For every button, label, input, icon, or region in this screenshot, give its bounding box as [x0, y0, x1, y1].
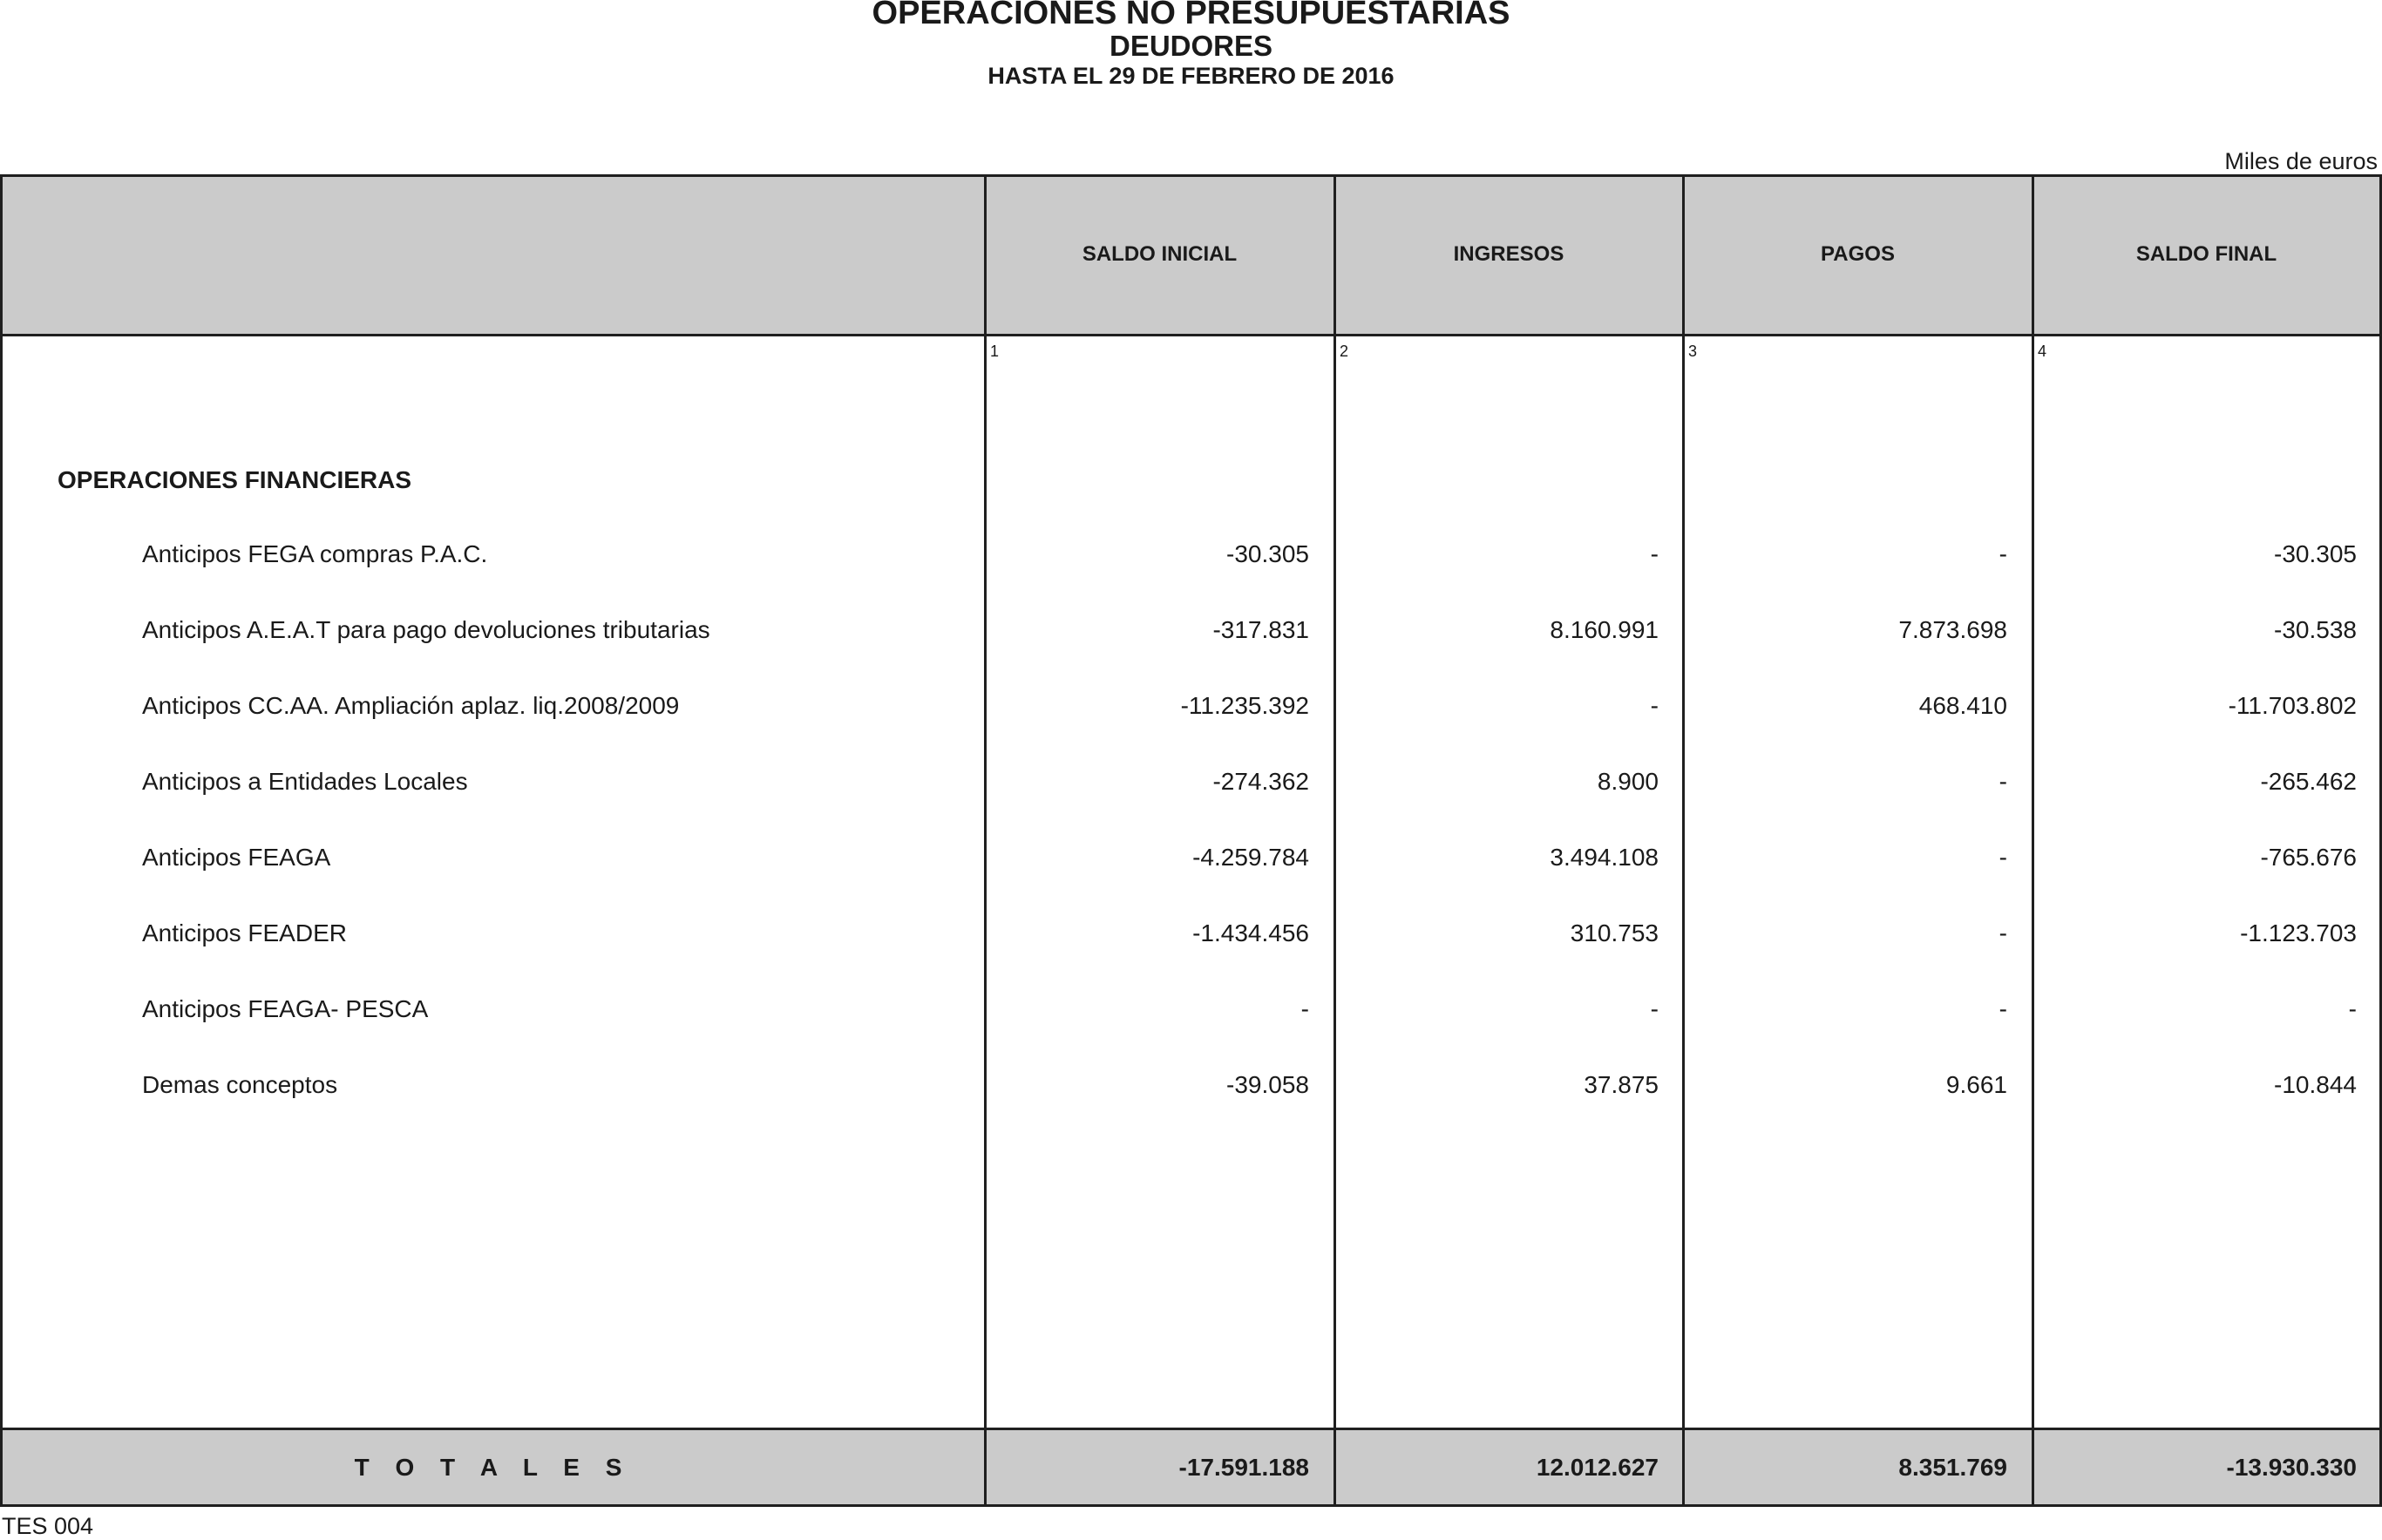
total-saldo-inicial: -17.591.188	[1178, 1453, 1309, 1481]
form-code: TES 004	[2, 1513, 94, 1539]
cell-saldo-final: -765.676	[2260, 844, 2357, 871]
cell-saldo-final: -30.538	[2274, 616, 2357, 643]
column-number: 1	[990, 343, 1000, 360]
total-ingresos: 12.012.627	[1536, 1453, 1659, 1481]
cell-saldo-inicial: -30.305	[1226, 540, 1309, 567]
column-header-saldo-inicial: SALDO INICIAL	[1082, 241, 1238, 266]
row-label: Anticipos FEAGA- PESCA	[142, 995, 429, 1022]
column-divider	[1682, 174, 1685, 1506]
cell-ingresos: -	[1650, 692, 1659, 719]
header-divider	[0, 334, 2382, 336]
cell-saldo-inicial: -11.235.392	[1180, 692, 1309, 719]
cell-pagos: -	[1999, 919, 2007, 946]
row-label: Anticipos CC.AA. Ampliación aplaz. liq.2008/2009	[142, 692, 680, 719]
cell-ingresos: -	[1650, 995, 1659, 1022]
cell-pagos: 468.410	[1918, 692, 2007, 719]
cell-saldo-final: -265.462	[2260, 768, 2357, 795]
row-label: Anticipos FEGA compras P.A.C.	[142, 540, 488, 567]
report-period: HASTA EL 29 DE FEBRERO DE 2016	[987, 63, 1395, 89]
cell-saldo-final: -	[2348, 995, 2357, 1022]
total-pagos: 8.351.769	[1898, 1453, 2007, 1481]
operations-table	[0, 174, 2382, 1506]
cell-pagos: -	[1999, 768, 2007, 795]
row-label: Anticipos FEADER	[142, 919, 347, 946]
cell-saldo-inicial: -4.259.784	[1192, 844, 1309, 871]
cell-ingresos: 310.753	[1570, 919, 1659, 946]
cell-pagos: -	[1999, 540, 2007, 567]
report-title: OPERACIONES NO PRESUPUESTARIAS	[872, 0, 1510, 31]
units-label: Miles de euros	[2224, 148, 2378, 174]
cell-ingresos: 8.900	[1597, 768, 1659, 795]
column-number: 4	[2038, 343, 2047, 360]
section-title: OPERACIONES FINANCIERAS	[58, 466, 412, 493]
row-label: Anticipos A.E.A.T para pago devoluciones tributarias	[142, 616, 710, 643]
column-divider	[1334, 174, 1336, 1506]
cell-saldo-final: -1.123.703	[2240, 919, 2357, 946]
cell-saldo-final: -30.305	[2274, 540, 2357, 567]
cell-pagos: -	[1999, 995, 2007, 1022]
cell-saldo-inicial: -	[1300, 995, 1309, 1022]
cell-ingresos: 37.875	[1584, 1071, 1659, 1098]
column-header-ingresos: INGRESOS	[1453, 241, 1564, 266]
column-number: 2	[1340, 343, 1349, 360]
cell-saldo-inicial: -39.058	[1226, 1071, 1309, 1098]
totals-label: T O T A L E S	[354, 1453, 632, 1481]
column-header-pagos: PAGOS	[1821, 241, 1895, 266]
cell-saldo-final: -11.703.802	[2228, 692, 2357, 719]
column-divider	[984, 174, 987, 1506]
cell-ingresos: 8.160.991	[1550, 616, 1659, 643]
cell-pagos: -	[1999, 844, 2007, 871]
cell-saldo-inicial: -274.362	[1212, 768, 1309, 795]
cell-saldo-inicial: -1.434.456	[1192, 919, 1309, 946]
table-border-left	[0, 174, 3, 1506]
row-label: Anticipos FEAGA	[142, 844, 331, 871]
row-label: Demas conceptos	[142, 1071, 338, 1098]
report-subtitle: DEUDORES	[1109, 30, 1273, 62]
column-number: 3	[1688, 343, 1698, 360]
cell-saldo-final: -10.844	[2274, 1071, 2357, 1098]
column-divider	[2032, 174, 2034, 1506]
cell-pagos: 7.873.698	[1898, 616, 2007, 643]
cell-pagos: 9.661	[1945, 1071, 2007, 1098]
row-label: Anticipos a Entidades Locales	[142, 768, 468, 795]
column-header-saldo-final: SALDO FINAL	[2135, 241, 2277, 266]
total-saldo-final: -13.930.330	[2226, 1453, 2357, 1481]
cell-ingresos: -	[1650, 540, 1659, 567]
cell-ingresos: 3.494.108	[1550, 844, 1659, 871]
cell-saldo-inicial: -317.831	[1212, 616, 1309, 643]
